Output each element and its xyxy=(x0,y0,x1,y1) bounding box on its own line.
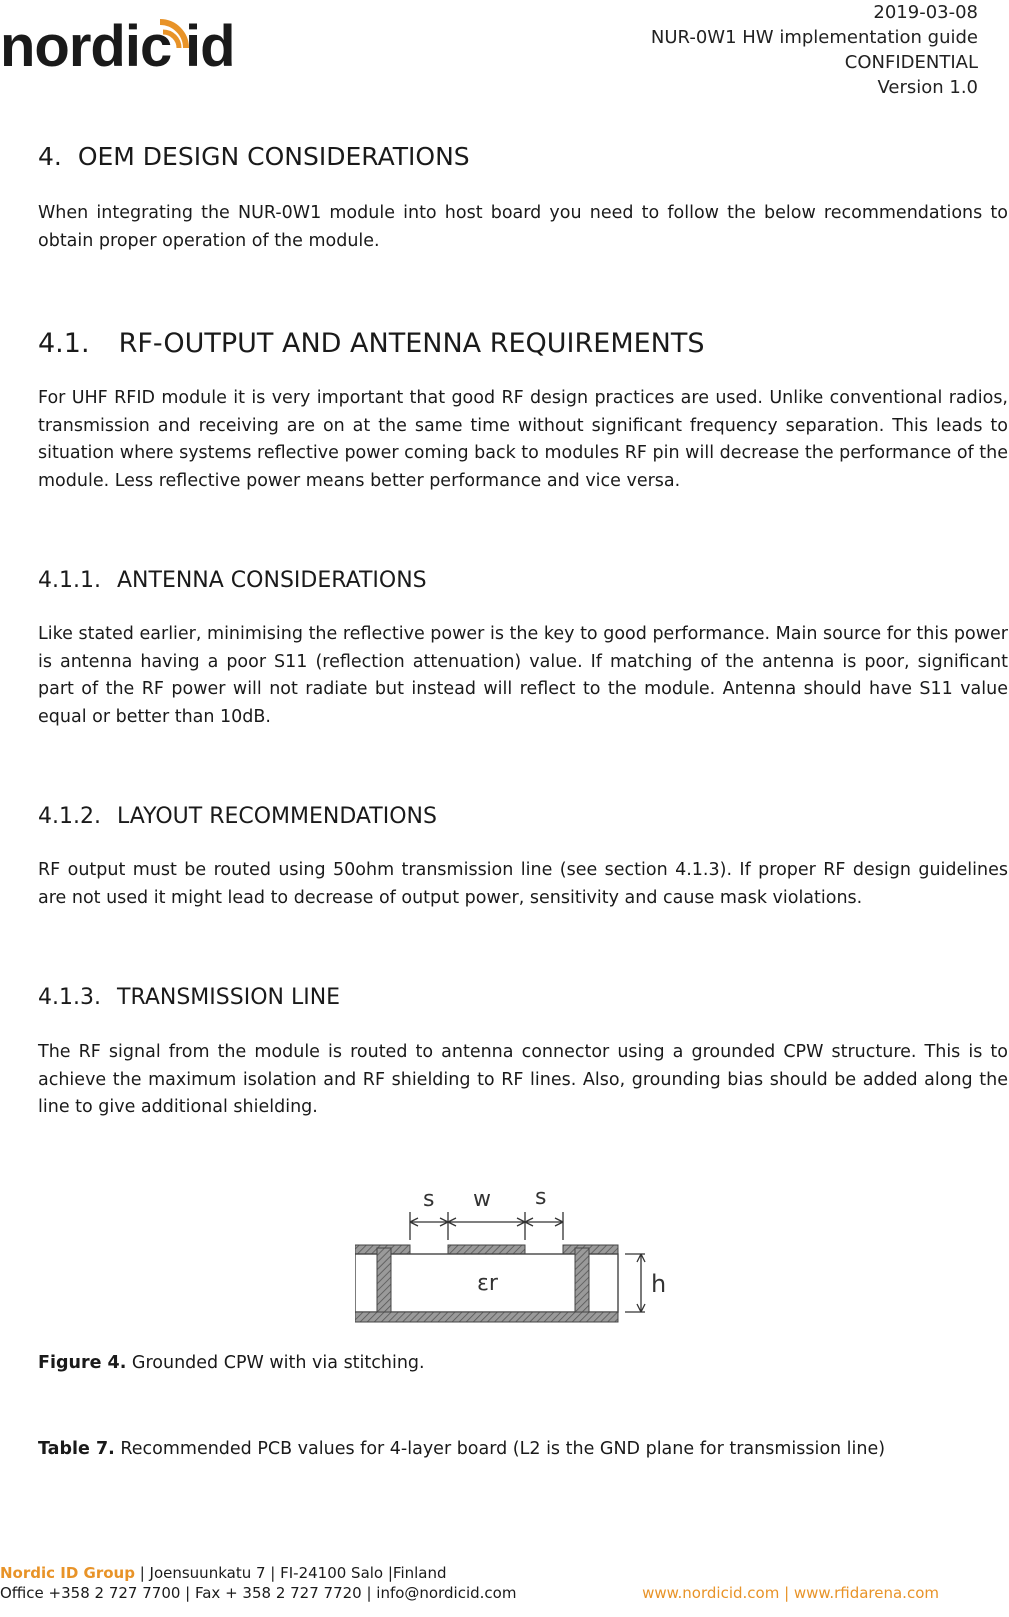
table-caption-label: Table 7. xyxy=(38,1439,115,1459)
section-4-1-1-heading xyxy=(38,568,427,593)
section-title: TRANSMISSION LINE xyxy=(117,985,341,1010)
footer-contact: Office +358 2 727 7700 | Fax + 358 2 727 7720 | info@nordicid.com xyxy=(0,1584,517,1602)
document-header xyxy=(651,0,978,100)
figure-caption-text: Grounded CPW with via stitching. xyxy=(126,1353,425,1373)
section-4-1-heading xyxy=(38,328,705,359)
label-s-right: s xyxy=(535,1185,547,1210)
section-title: LAYOUT RECOMMENDATIONS xyxy=(117,804,437,829)
section-4-1-2-paragraph: RF output must be routed using 50ohm transmission line (see section 4.1.3). If proper RF design guidelines are not used it might lead to decrease of output power, sensitivity and cause mask violations. xyxy=(38,860,1008,908)
section-number: 4.1.1. xyxy=(38,568,101,593)
cpw-diagram xyxy=(355,1178,695,1338)
footer-address-line xyxy=(0,1564,447,1582)
figure-caption xyxy=(38,1353,425,1373)
header-classification: CONFIDENTIAL xyxy=(844,52,978,73)
section-4-1-paragraph: For UHF RFID module it is very important that good RF design practices are used. Unlike conventional radios, transmission and receiving are on at the same time without significant frequency separation. This leads to situation where systems reflective power coming back to modules RF pin will decrease the performance of the module. Less reflective power means better performance and vice versa. xyxy=(38,388,1008,491)
footer-websites[interactable]: www.nordicid.com | www.rfidarena.com xyxy=(642,1584,939,1602)
section-4-paragraph: When integrating the NUR-0W1 module into host board you need to follow the below recommendations to obtain proper operation of the module. xyxy=(38,203,1008,251)
table-caption-text: Recommended PCB values for 4-layer board (L2 is the GND plane for transmission line) xyxy=(114,1439,886,1459)
section-title: ANTENNA CONSIDERATIONS xyxy=(117,568,427,593)
label-w: w xyxy=(473,1187,491,1212)
section-4-1-1-paragraph: Like stated earlier, minimising the reflective power is the key to good performance. Main source for this power is antenna having a poor S11 (reflection attenuation) value. If matching of the antenna is poor, significant part of the RF power will not radiate but instead will reflect to the module. Antenna should have S11 value equal or better than 10dB. xyxy=(38,624,1008,727)
section-4-heading xyxy=(38,142,470,171)
figure-caption-label: Figure 4. xyxy=(38,1353,127,1373)
header-date: 2019-03-08 xyxy=(873,2,978,23)
nordic-id-logo xyxy=(0,8,250,78)
section-number: 4.1.2. xyxy=(38,804,101,829)
section-4-1-3-heading xyxy=(38,985,340,1010)
footer-brand: Nordic ID Group xyxy=(0,1564,135,1582)
header-version: Version 1.0 xyxy=(877,77,978,98)
table-caption xyxy=(38,1439,885,1459)
label-s-left: s xyxy=(423,1187,435,1212)
section-4-1-2-heading xyxy=(38,804,437,829)
section-number: 4. xyxy=(38,142,62,171)
section-title: RF-OUTPUT AND ANTENNA REQUIREMENTS xyxy=(118,328,705,359)
section-number: 4.1. xyxy=(38,328,90,359)
footer-address: | Joensuunkatu 7 | FI-24100 Salo |Finland xyxy=(134,1564,447,1582)
label-h: h xyxy=(651,1270,667,1298)
header-doc-title: NUR-0W1 HW implementation guide xyxy=(650,27,978,48)
svg-text:nordic: nordic xyxy=(0,14,172,78)
label-epsilon-r: εr xyxy=(477,1271,498,1296)
section-4-1-3-paragraph: The RF signal from the module is routed to antenna connector using a grounded CPW structure. This is to achieve the maximum isolation and RF shielding to RF lines. Also, grounding bias should be added along the line to give additional shielding. xyxy=(38,1042,1008,1117)
svg-text:id: id xyxy=(185,14,235,78)
section-number: 4.1.3. xyxy=(38,985,101,1010)
section-title: OEM DESIGN CONSIDERATIONS xyxy=(77,142,470,171)
